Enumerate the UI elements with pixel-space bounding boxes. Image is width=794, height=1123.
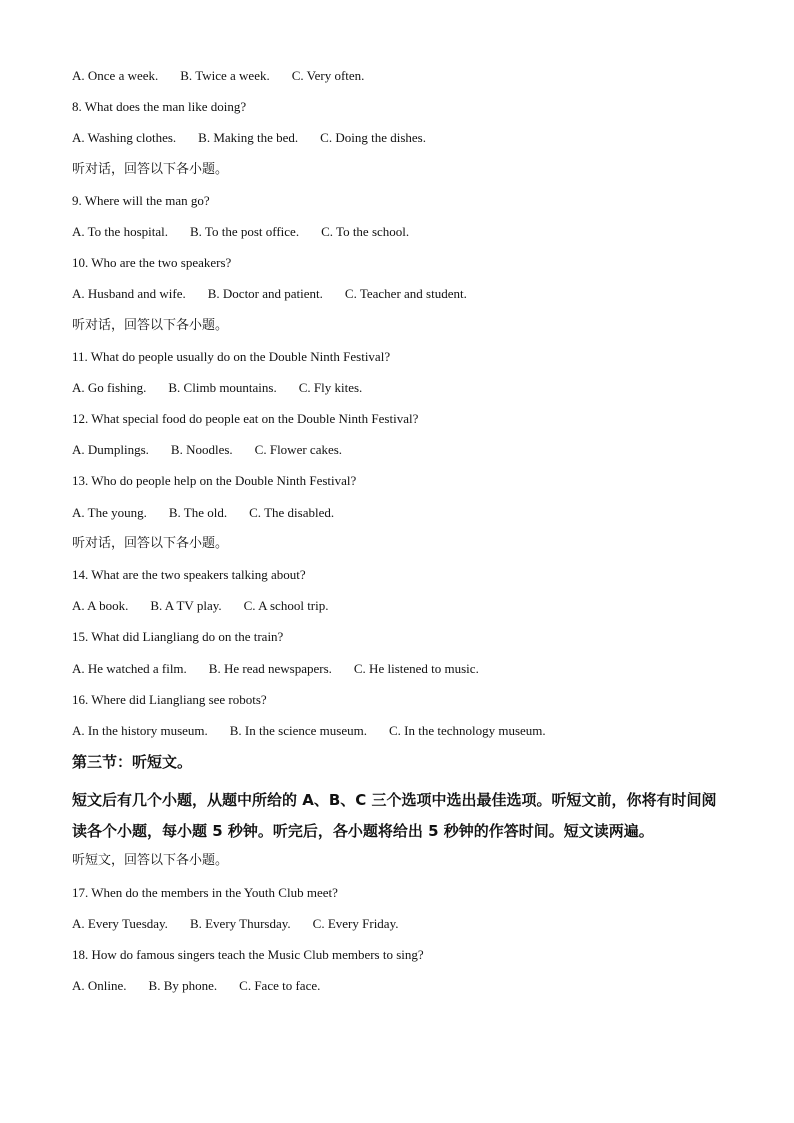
q14-option-b: B. A TV play. [150, 598, 222, 614]
q10-options [72, 282, 722, 313]
q17-option-a: A. Every Tuesday. [72, 915, 168, 931]
q15-question: 15. What did Liangliang do on the train? [72, 629, 284, 645]
q13-option-a: A. The young. [72, 504, 147, 520]
instruction-listen-dialogue-3: 听对话，回答以下各小题。 [72, 535, 229, 551]
q11-option-a: A. Go fishing. [72, 379, 147, 395]
q18-option-a: A. Online. [72, 978, 127, 994]
q12-options [72, 438, 722, 469]
q11-option-c: C. Fly kites. [298, 379, 363, 395]
q14-option-c: C. A school trip. [243, 598, 329, 614]
q8-question: 8. What does the man like doing? [72, 99, 247, 115]
q8-option-b: B. Making the bed. [198, 130, 299, 146]
instruction-listen-passage: 听短文，回答以下各小题。 [72, 853, 229, 869]
q11-options [72, 376, 722, 407]
q16-question: 16. Where did Liangliang see robots? [72, 691, 267, 707]
q9-option-b: B. To the post office. [189, 223, 300, 239]
q17-options [72, 912, 722, 943]
q12-option-b: B. Noodles. [170, 442, 233, 458]
q10-question: 10. Who are the two speakers? [72, 255, 232, 271]
q8-option-c: C. Doing the dishes. [320, 130, 426, 146]
q18-option-c: C. Face to face. [239, 978, 321, 994]
q17-question: 17. When do the members in the Youth Club meet? [72, 884, 338, 900]
q11-question: 11. What do people usually do on the Double Ninth Festival? [72, 348, 391, 364]
instruction-listen-dialogue-2: 听对话，回答以下各小题。 [72, 317, 229, 333]
q16-options [72, 719, 722, 750]
q17-option-b: B. Every Thursday. [189, 915, 291, 931]
q15-option-c: C. He listened to music. [353, 660, 479, 676]
q7-option-c: C. Very often. [291, 68, 365, 83]
page-content [72, 64, 722, 1005]
q14-options [72, 594, 722, 625]
section3-title: 第三节：听短文。 [72, 753, 193, 772]
q16-option-c: C. In the technology museum. [388, 722, 546, 738]
q13-option-c: C. The disabled. [249, 504, 335, 520]
q8-options [72, 126, 722, 157]
q14-option-a: A. A book. [72, 598, 129, 614]
instruction-listen-dialogue-1: 听对话，回答以下各小题。 [72, 161, 229, 177]
q10-option-c: C. Teacher and student. [344, 286, 467, 302]
q11-option-b: B. Climb mountains. [168, 379, 277, 395]
q9-option-a: A. To the hospital. [72, 223, 168, 239]
q10-option-b: B. Doctor and patient. [207, 286, 323, 302]
q15-option-b: B. He read newspapers. [208, 660, 332, 676]
q12-option-a: A. Dumplings. [72, 442, 149, 458]
q16-option-b: B. In the science museum. [229, 722, 367, 738]
q17-option-c: C. Every Friday. [312, 915, 399, 931]
q16-option-a: A. In the history museum. [72, 722, 208, 738]
q13-options [72, 501, 722, 532]
q13-option-b: B. The old. [168, 504, 228, 520]
q8-option-a: A. Washing clothes. [72, 130, 177, 146]
q18-option-b: B. By phone. [148, 978, 218, 994]
q12-option-c: C. Flower cakes. [254, 442, 343, 458]
q9-question: 9. Where will the man go? [72, 192, 210, 208]
q18-question: 18. How do famous singers teach the Music Club members to sing? [72, 946, 424, 962]
q15-option-a: A. He watched a film. [72, 660, 187, 676]
q15-options [72, 657, 722, 688]
q9-option-c: C. To the school. [321, 223, 410, 239]
q7-options [72, 64, 722, 95]
q13-question: 13. Who do people help on the Double Ninth Festival? [72, 473, 357, 489]
q14-question: 14. What are the two speakers talking about? [72, 567, 306, 582]
q18-options [72, 974, 722, 1005]
q12-question: 12. What special food do people eat on the Double Ninth Festival? [72, 411, 419, 427]
section3-directions: 短文后有几个小题，从题中所给的 A、B、C 三个选项中选出最佳选项。听短文前，你将有时间阅读各个小题，每小题 5 秒钟。听完后，各小题将给出 5 秒钟的作答时间。短文读两遍。 [72, 791, 717, 841]
q7-option-a: A. Once a week. [72, 68, 159, 83]
q10-option-a: A. Husband and wife. [72, 286, 186, 302]
q7-option-b: B. Twice a week. [180, 68, 270, 83]
q9-options [72, 220, 722, 251]
